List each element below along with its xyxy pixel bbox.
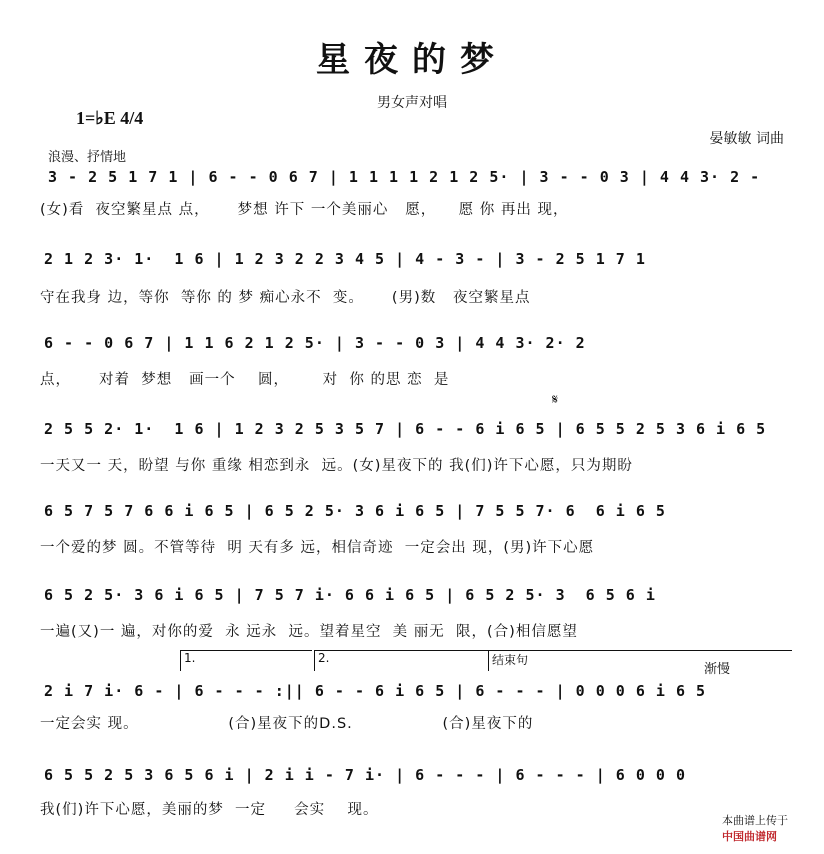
notation-row-7: 2 i 7 i· 6 - | 6 - - - :|| 6 - - 6 i 6 5 | 6 - - - | 0 0 0 6 i 6 5 — [44, 682, 707, 700]
lyric-row-5: 一个爱的梦 圆。不管等待 明 天有多 远，相信奇迹 一定会出 现，(男)许下心愿 — [40, 540, 595, 556]
notation-row-8: 6 5 5 2 5 3 6 5 6 i | 2 i i - 7 i· | 6 - - - | 6 - - - | 6 0 0 0 — [44, 766, 686, 784]
lyric-row-7: 一定会实 现。 (合)星夜下的D.S. (合)星夜下的 — [40, 716, 534, 732]
author-credit: 晏敏敏 词曲 — [709, 131, 784, 147]
notation-row-3: 6 - - 0 6 7 | 1 1 6 2 1 2 5· | 3 - - 0 3 | 4 4 3· 2· 2 — [44, 334, 586, 352]
lyric-row-1: (女)看 夜空繁星点 点， 梦想 许下 一个美丽心 愿， 愿 你 再出 现， — [40, 202, 569, 218]
lyric-row-2: 守在我身 边，等你 等你 的 梦 痴心永不 变。 (男)数 夜空繁星点 — [40, 290, 531, 306]
song-title: 星夜的梦 — [316, 40, 508, 80]
segno-sign: 𝄋 — [552, 392, 559, 408]
tempo-marking: 浪漫、抒情地 — [48, 150, 127, 165]
notation-row-1: 3 - 2 5 1 7 1 | 6 - - 0 6 7 | 1 1 1 1 2 1 2 5· | 3 - - 0 3 | 4 4 3· 2 - — [48, 168, 761, 186]
lyric-row-4: 一天又一 天，盼望 与你 重缘 相恋到永 远。(女)星夜下的 我(们)许下心愿，只为期盼 — [40, 458, 633, 474]
footer-source — [715, 799, 788, 844]
site-logo[interactable]: 中国曲谱网 — [722, 830, 777, 843]
slowing-marking: 渐慢 — [704, 662, 731, 677]
lyric-row-6: 一遍(又)一 遍，对你的爱 永 远永 远。望着星空 美 丽无 限，(合)相信愿望 — [40, 624, 578, 640]
notation-row-4: 2 5 5 2· 1· 1 6 | 1 2 3 2 5 3 5 7 | 6 - - 6 i 6 5 | 6 5 5 2 5 3 6 i 6 5 — [44, 420, 767, 438]
lyric-row-8: 我(们)许下心愿，美丽的梦 一定 会实 现。 — [40, 802, 379, 818]
key-signature: 1=♭E 4/4 — [76, 108, 144, 128]
volta-2: 2. — [314, 650, 488, 671]
lyric-row-3: 点， 对着 梦想 画一个 圆， 对 你 的思 恋 是 — [40, 372, 450, 388]
notation-row-5: 6 5 7 5 7 6 6 i 6 5 | 6 5 2 5· 3 6 i 6 5 | 7 5 5 7· 6 6 i 6 5 — [44, 502, 666, 520]
footer-text: 本曲谱上传于 — [722, 814, 788, 827]
notation-row-2: 2 1 2 3· 1· 1 6 | 1 2 3 2 2 3 4 5 | 4 - 3 - | 3 - 2 5 1 7 1 — [44, 250, 646, 268]
notation-row-6: 6 5 2 5· 3 6 i 6 5 | 7 5 7 i· 6 6 i 6 5 | 6 5 2 5· 3 6 5 6 i — [44, 586, 656, 604]
ending-bracket: 结束句 — [488, 650, 792, 671]
song-subtitle: 男女声对唱 — [377, 95, 447, 111]
volta-1: 1. — [180, 650, 312, 671]
